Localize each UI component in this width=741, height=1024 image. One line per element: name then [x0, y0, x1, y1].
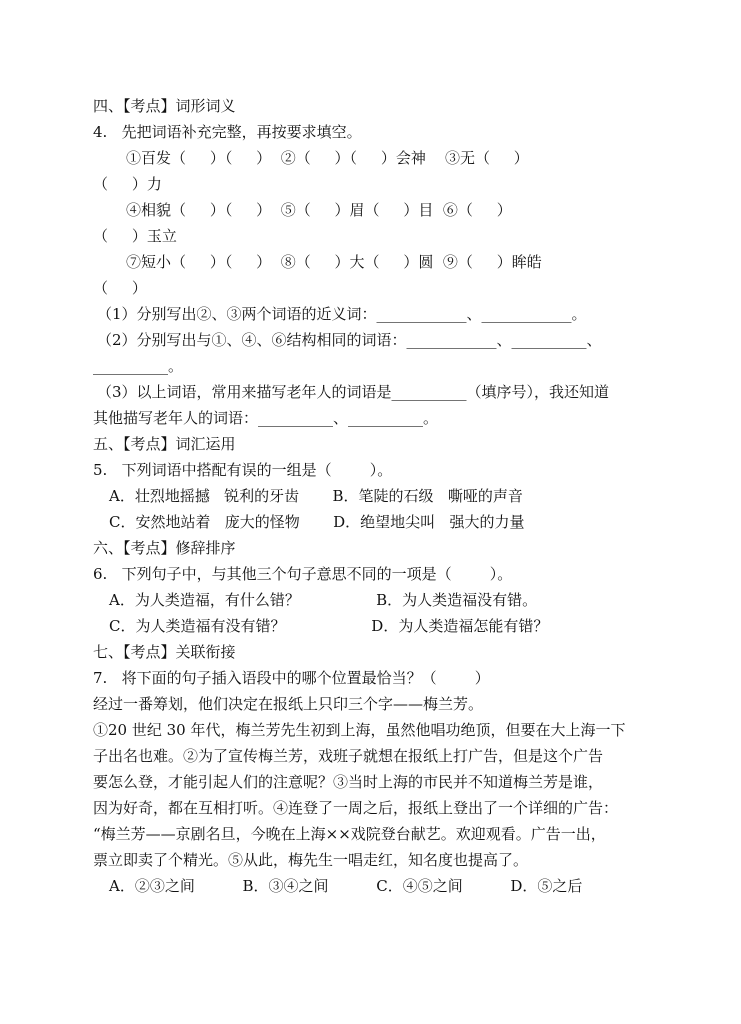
question-6-options-cd: C．为人类造福有没有错？ D．为人类造福怎能有错？: [109, 617, 549, 635]
section-6-heading: 六、【考点】修辞排序: [93, 539, 236, 557]
question-7-passage-line-1: ①20 世纪 30 年代，梅兰芳先生初到上海，虽然他唱功绝顶，但要在大上海一下: [93, 721, 626, 739]
question-4-row-1: ①百发（ ）（ ） ②（ ）（ ）会神 ③无（ ）: [126, 149, 529, 167]
question-7-stem: 7. 将下面的句子插入语段中的哪个位置最恰当？（ ）: [93, 669, 490, 687]
question-7-passage-line-6: 票立即卖了个精光。⑤从此，梅先生一唱走红，知名度也提高了。: [93, 851, 529, 869]
section-5-heading: 五、【考点】词汇运用: [93, 435, 236, 453]
question-4-row-1-continued: （ ）力: [93, 175, 162, 193]
question-7-given-sentence: 经过一番筹划，他们决定在报纸上只印三个字——梅兰芳。: [93, 695, 484, 713]
question-7-options: A．②③之间 B．③④之间 C．④⑤之间 D．⑤之后: [109, 877, 583, 895]
question-7-passage-line-5: “梅兰芳——京剧名旦，今晚在上海××戏院登台献艺。欢迎观看。广告一出，: [93, 825, 606, 843]
question-7-passage-line-4: 因为好奇，都在互相打听。④连登了一周之后，报纸上登出了一个详细的广告：: [93, 799, 619, 817]
question-4-subquestion-1: （1）分别写出②、③两个词语的近义词：____________、____________。: [97, 305, 587, 323]
question-7-passage-line-3: 要怎么登，才能引起人们的注意呢？③当时上海的市民并不知道梅兰芳是谁，: [93, 773, 604, 791]
question-4-subquestion-3-continued: 其他描写老年人的词语：__________、__________。: [93, 409, 439, 427]
question-4-subquestion-2-continued: __________。: [93, 357, 184, 375]
question-4-stem: 4. 先把词语补充完整，再按要求填空。: [93, 123, 362, 141]
question-4-subquestion-3: （3）以上词语，常用来描写老年人的词语是__________（填序号），我还知道: [97, 383, 610, 401]
question-6-stem: 6. 下列句子中，与其他三个句子意思不同的一项是（ ）。: [93, 565, 513, 583]
section-4-heading: 四、【考点】词形词义: [93, 97, 236, 115]
question-4-subquestion-2: （2）分别写出与①、④、⑥结构相同的词语：____________、__________、: [97, 331, 602, 349]
question-4-row-3-continued: （ ）: [93, 279, 147, 297]
question-4-row-3: ⑦短小（ ）（ ） ⑧（ ）大（ ）圆 ⑨（ ）眸皓: [126, 253, 542, 271]
question-6-options-ab: A．为人类造福，有什么错？ B．为人类造福没有错。: [109, 591, 538, 609]
question-7-passage-line-2: 子出名也难。②为了宣传梅兰芳，戏班子就想在报纸上打广告，但是这个广告: [93, 747, 604, 765]
question-5-options-ab: A．壮烈地摇撼 锐利的牙齿 B．笔陡的石级 嘶哑的声音: [109, 487, 523, 505]
section-7-heading: 七、【考点】关联衔接: [93, 643, 236, 661]
question-5-stem: 5. 下列词语中搭配有误的一组是（ ）。: [93, 461, 393, 479]
question-4-row-2-continued: （ ）玉立: [93, 227, 177, 245]
question-5-options-cd: C．安然地站着 庞大的怪物 D．绝望地尖叫 强大的力量: [109, 513, 525, 531]
question-4-row-2: ④相貌（ ）（ ） ⑤（ ）眉（ ）目 ⑥（ ）: [126, 201, 512, 219]
